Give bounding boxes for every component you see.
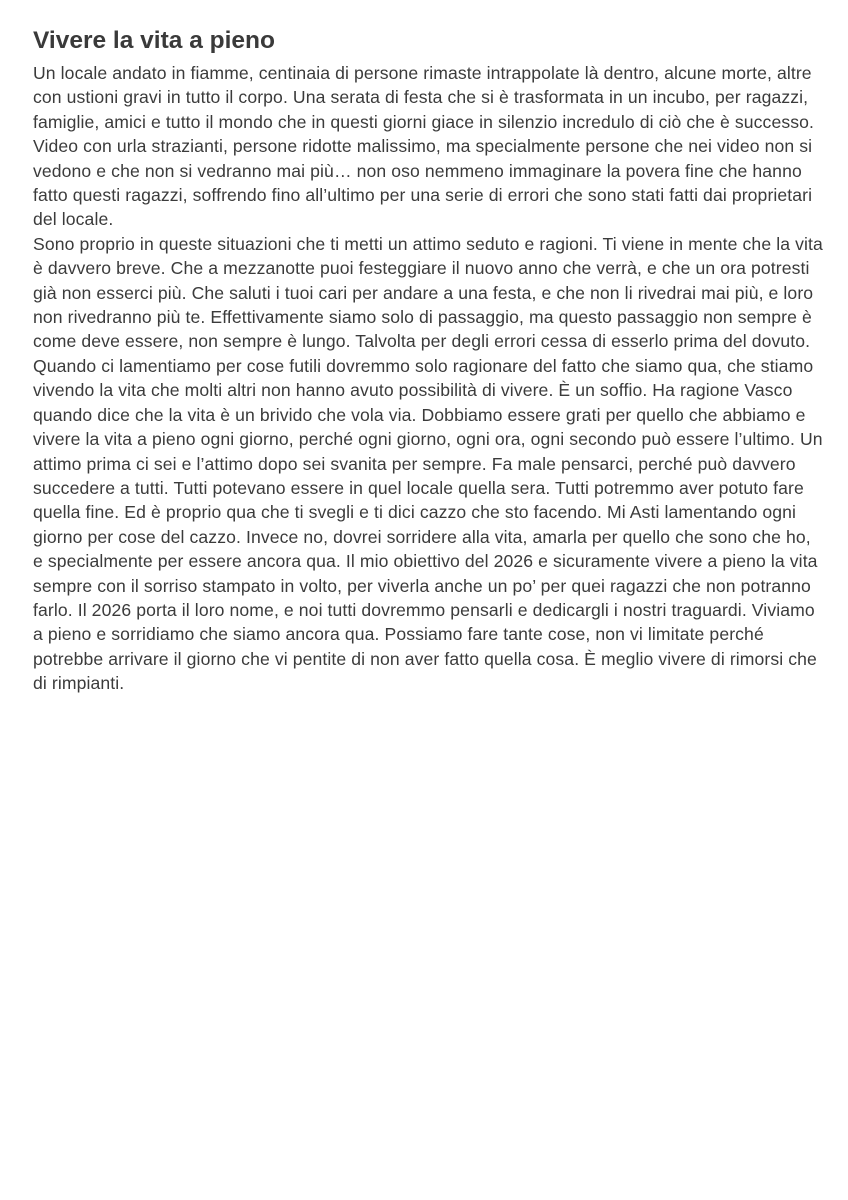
document-body (33, 24, 823, 696)
paragraph-2: Sono proprio in queste situazioni che ti metti un attimo seduto e ragioni. Ti viene in mente che la vita è davvero breve. Che a mezzanotte puoi festeggiare il nuovo anno che verrà, e che un ora potresti già non esserci più. Che saluti i tuoi cari per andare a una festa, e che non li rivedrai mai più, e loro non rivedranno più te. Effettivamente siamo solo di passaggio, ma questo passaggio non sempre è come deve essere, non sempre è lungo. Talvolta per degli errori cessa di esserlo prima del dovuto. Quando ci lamentiamo per cose futili dovremmo solo ragionare del fatto che siamo qua, che stiamo vivendo la vita che molti altri non hanno avuto possibilità di vivere. È un soffio. Ha ragione Vasco quando dice che la vita è un brivido che vola via. Dobbiamo essere grati per quello che abbiamo e vivere la vita a pieno ogni giorno, perché ogni giorno, ogni ora, ogni secondo può essere l’ultimo. Un attimo prima ci sei e l’attimo dopo sei svanita per sempre. Fa male pensarci, perché può davvero succedere a tutti. Tutti potevano essere in quel locale quella sera. Tutti potremmo aver potuto fare quella fine. Ed è proprio qua che ti svegli e ti dici cazzo che sto facendo. Mi Asti lamentando ogni giorno per cose del cazzo. Invece no, dovrei sorridere alla vita, amarla per quello che sono che ho, e specialmente per essere ancora qua. Il mio obiettivo del 2026 e sicuramente vivere a pieno la vita sempre con il sorriso stampato in volto, per viverla anche un po’ per quei ragazzi che non potranno farlo. Il 2026 porta il loro nome, e noi tutti dovremmo pensarli e dedicargli i nostri traguardi. Viviamo a pieno e sorridiamo che siamo ancora qua. Possiamo fare tante cose, non vi limitate perché potrebbe arrivare il giorno che vi pentite di non aver fatto quella cosa. È meglio vivere di rimorsi che di rimpianti. (33, 233, 823, 694)
paragraph-1: Un locale andato in fiamme, centinaia di persone rimaste intrappolate là dentro, alcune morte, altre con ustioni gravi in tutto il corpo. Una serata di festa che si è trasformata in un incubo, per ragazzi, famiglie, amici e tutto il mondo che in questi giorni giace in silenzio incredulo di ciò che è successo. Video con urla strazianti, persone ridotte malissimo, ma specialmente persone che nei video non si vedono e che non si vedranno mai più… non oso nemmeno immaginare la povera fine che hanno fatto questi ragazzi, soffrendo fino all’ultimo per una serie di errori che sono stati fatti dai proprietari del locale. (33, 63, 815, 230)
document-title: Vivere la vita a pieno (33, 27, 275, 54)
